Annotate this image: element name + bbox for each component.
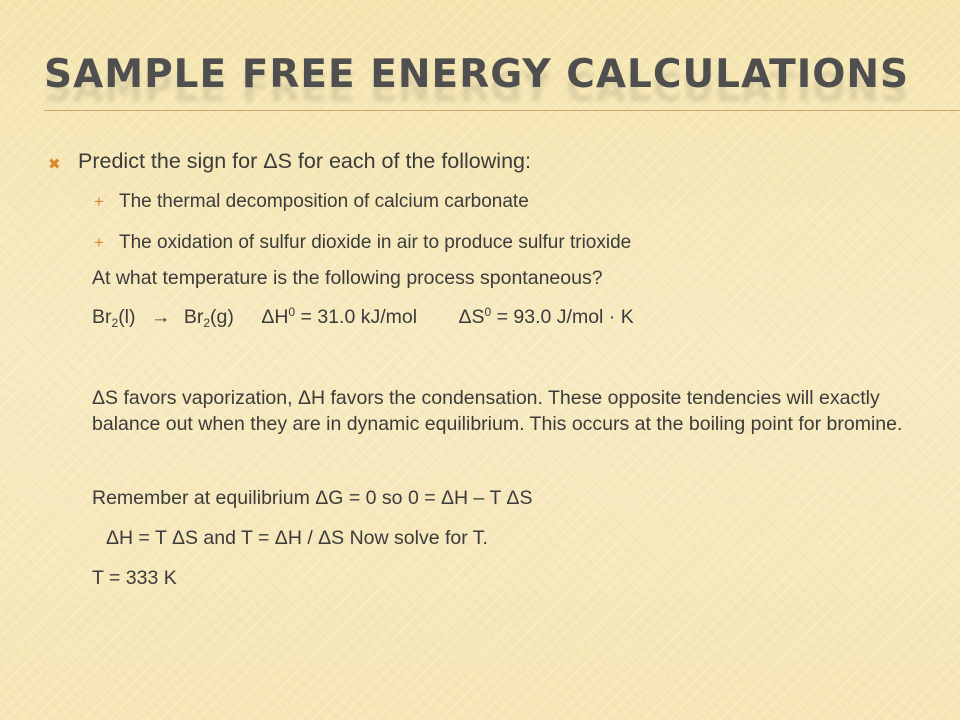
reactant: $Br_2(l)$ bbox=[92, 306, 136, 330]
solve-line: ΔH = T ΔS and T = ΔH / ΔS Now solve for T. bbox=[106, 527, 488, 549]
answer-line: T = 333 K bbox=[92, 567, 177, 589]
bullet-predict-sign: Predict the sign for ΔS for each of the following: bbox=[78, 149, 531, 173]
reaction-equation bbox=[92, 305, 634, 330]
sub-bullet-sulfur-dioxide: The oxidation of sulfur dioxide in air to produce sulfur trioxide bbox=[119, 232, 632, 253]
x-mark-bullet-icon: ✖ bbox=[48, 156, 61, 173]
plus-bullet-icon: + bbox=[94, 192, 104, 211]
enthalpy-change: $\Delta H^0 = 31.0$ kJ/mol bbox=[261, 305, 418, 328]
entropy-change: $\Delta S^0 = 93.0$ J/mol · K bbox=[458, 305, 634, 328]
sub-bullet-calcium-carbonate: The thermal decomposition of calcium carbonate bbox=[119, 191, 529, 212]
explanation-paragraph: ΔS favors vaporization, ΔH favors the condensation. These opposite tendencies will exactly balance out when they are in dynamic equilibrium. This occurs at the boiling point for bromine. bbox=[92, 387, 903, 435]
slide-title: SAMPLE FREE ENERGY CALCULATIONS bbox=[44, 52, 910, 97]
product: $Br_2(g)$ bbox=[183, 306, 234, 330]
title-divider bbox=[44, 110, 960, 111]
equilibrium-line: Remember at equilibrium ΔG = 0 so 0 = ΔH – T ΔS bbox=[92, 487, 533, 509]
reaction-arrow: → bbox=[150, 306, 171, 328]
plus-bullet-icon: + bbox=[94, 233, 104, 252]
question-line: At what temperature is the following process spontaneous? bbox=[92, 267, 603, 289]
